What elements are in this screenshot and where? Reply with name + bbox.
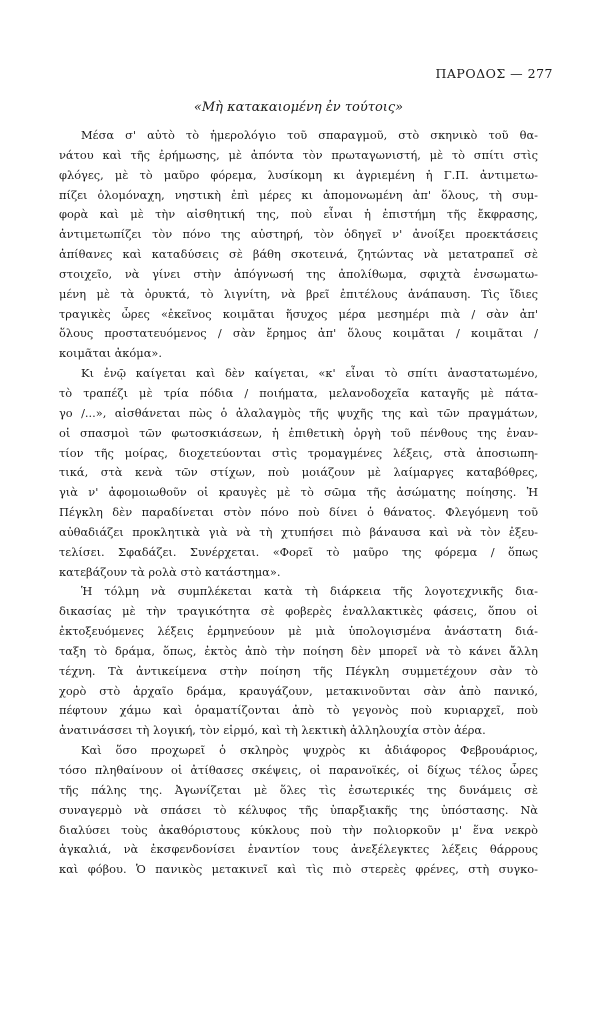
text-line: φλόγες, μὲ τὸ μαῦρο φόρεμα, λυσίκομη κι ἀγριεμένη ἡ Γ.Π. ἀντιμετω- <box>59 167 538 182</box>
text-line: τικά, στὰ κενὰ τῶν στίχων, ποὺ μοιάζουν μὲ λαίμαργες καταβόθρες, <box>59 465 538 480</box>
text-line: νάτου καὶ τῆς ἐρήμωσης, μὲ ἀπόντα τὸν πρωταγωνιστή, μὲ τὸ σπίτι στὶς <box>59 147 538 162</box>
paragraph-1 <box>59 126 538 364</box>
text-line: τίον τῆς μοίρας, διοχετεύονται στὶς τρομαγμένες λέξεις, στὰ ἀποσιωπη- <box>59 445 538 460</box>
paragraph-4 <box>59 741 538 880</box>
running-head: ΠΑΡΟΔΟΣ — 277 <box>435 66 553 81</box>
text-line: ἀπίθανες καὶ καταδύσεις σὲ βάθη σκοτεινά, ζητώντας νὰ μετατραπεῖ σὲ <box>59 247 538 262</box>
text-line: τέχνη. Τὰ ἀντικείμενα στὴν ποίηση τῆς Πέγκλη συμμετέχουν σὰν τὸ <box>59 663 538 678</box>
text-line: κοιμᾶται ἀκόμα». <box>59 346 162 361</box>
text-line: τραγικὲς ὧρες «ἐκεῖνος κοιμᾶται ἥσυχος μέρα μεσημέρι πιὰ / σὰν ἀπ' <box>59 306 538 321</box>
text-line: διαλύσει τοὺς ἀκαθόριστους κύκλους ποὺ τὴν πολιορκοῦν μ' ἕνα νεκρὸ <box>59 822 538 837</box>
section-title: «Μὴ κατακαιομένη ἐν τούτοις» <box>193 100 404 115</box>
text-line: ἐκτοξευόμενες λέξεις ἑρμηνεύουν μὲ μιὰ ὑπολογισμένα ἀνάστατη διά- <box>59 624 538 639</box>
text-line: Καὶ ὅσο προχωρεῖ ὁ σκληρὸς ψυχρὸς κι ἀδιάφορος Φεβρουάριος, <box>81 743 538 758</box>
text-line: γιὰ ν' ἀφομοιωθοῦν οἱ κραυγὲς μὲ τὸ σῶμα τῆς ἀσώματης ποίησης. Ἡ <box>59 485 538 500</box>
text-line: γο /...», αἰσθάνεται πὼς ὁ ἀλαλαγμὸς τῆς ψυχῆς της καὶ τῶν πραγμάτων, <box>59 405 538 420</box>
text-line: Πέγκλη δὲν παραδίνεται στὸν πόνο ποὺ δίνει ὁ θάνατος. Φλεγόμενη τοῦ <box>59 505 538 520</box>
text-line: πίζει ὁλομόναχη, νηστικὴ ἐπὶ μέρες κι ἀπομονωμένη ἀπ' ὅλους, τὴ συμ- <box>59 187 538 202</box>
text-line: κατεβάζουν τὰ ρολὰ στὸ κατάστημα». <box>59 564 281 579</box>
text-line: τὸ τραπέζι μὲ τρία πόδια / ποιήματα, μελανοδοχεῖα καταγῆς μὲ πάτα- <box>59 385 538 400</box>
body-text <box>59 126 538 880</box>
text-line: φορὰ καὶ μὲ τὴν αἰσθητική της, ποὺ εἶναι ἡ ἐπιστήμη τῆς ἔκφρασης, <box>59 207 538 222</box>
text-line: ταξη τὸ δράμα, ὅπως, ἐκτὸς ἀπὸ τὴν ποίηση δὲν μπορεῖ νὰ τὸ κάνει ἄλλη <box>59 643 538 658</box>
paragraph-3 <box>59 582 538 741</box>
text-line: τῆς πάλης της. Ἀγωνίζεται μὲ ὅλες τὶς ἐσωτερικές της δυνάμεις σὲ <box>59 782 538 797</box>
text-line: στοιχεῖο, νὰ γίνει στὴν ἀπόγνωσή της ἀπολίθωμα, σφιχτὰ ἐνσωματω- <box>59 266 538 281</box>
text-line: ὅλους προστατευόμενος / σὰν ἔρημος ἀπ' ὅλους κοιμᾶται / κοιμᾶται / <box>59 326 538 341</box>
text-line: μένη μὲ τὰ ὀρυκτά, τὸ λιγνίτη, νὰ βρεῖ ἐπιτέλους ἀνάπαυση. Τὶς ἴδιες <box>59 286 538 301</box>
text-line: συναγερμὸ νὰ σπάσει τὸ κέλυφος τῆς ὑπαρξιακῆς της ὑπόστασης. Νὰ <box>59 802 538 817</box>
text-line: ἀνατινάσσει τὴ λογική, τὸν εἱρμό, καὶ τὴ λεκτικὴ ἀλληλουχία στὸν ἀέρα. <box>59 723 486 738</box>
text-line: οἱ σπασμοὶ τῶν φωτοσκιάσεων, ἡ ἐπιθετικὴ ὀργὴ τοῦ πένθους της ἐναν- <box>59 425 538 440</box>
text-line: χορὸ στὸ ἀρχαῖο δράμα, κραυγάζουν, μετακινοῦνται σὰν ἀπὸ πανικό, <box>59 683 538 698</box>
text-line: πέφτουν χάμω καὶ ὁραματίζονται ἀπὸ τὸ γεγονὸς ποὺ κυριαρχεῖ, ποὺ <box>59 703 538 718</box>
paragraph-2 <box>59 364 538 582</box>
text-line: τόσο πληθαίνουν οἱ ἀτίθασες σκέψεις, οἱ παρανοϊκές, οἱ δίχως τέλος ὧρες <box>59 763 538 777</box>
text-line: τελίσει. Σφαδάζει. Συνέρχεται. «Φορεῖ τὸ μαῦρο της φόρεμα / ὅπως <box>59 544 538 559</box>
text-line: ἀγκαλιά, νὰ ἐκσφενδονίσει ἐναντίον τους ἀνεξέλεγκτες λέξεις θάρρους <box>59 842 538 857</box>
text-line: αὐθαδιάζει προκλητικὰ γιὰ νὰ τὴ χτυπήσει πιὸ βάναυσα καὶ νὰ τὸν ἐξευ- <box>59 524 538 539</box>
text-line: Ἡ τόλμη νὰ συμπλέκεται κατὰ τὴ διάρκεια τῆς λογοτεχνικῆς δια- <box>81 584 538 599</box>
text-line: Μέσα σ' αὐτὸ τὸ ἡμερολόγιο τοῦ σπαραγμοῦ, στὸ σκηνικὸ τοῦ θα- <box>81 128 538 142</box>
text-line: Κι ἐνῷ καίγεται καὶ δὲν καίγεται, «κ' εἶναι τὸ σπίτι ἀναστατωμένο, <box>81 366 538 381</box>
text-line: καὶ φόβου. Ὁ πανικὸς μετακινεῖ καὶ τὶς πιὸ στερεὲς φρένες, στὴ συγκο- <box>59 862 538 877</box>
text-line: ἀντιμετωπίζει τὸν πόνο της αὐστηρή, τὸν ὁδηγεῖ ν' ἀνοίξει προεκτάσεις <box>59 227 538 242</box>
text-line: δικασίας μὲ τὴν τραγικότητα σὲ φοβερὲς ἐναλλακτικὲς φάσεις, ὅπου οἱ <box>59 604 538 619</box>
